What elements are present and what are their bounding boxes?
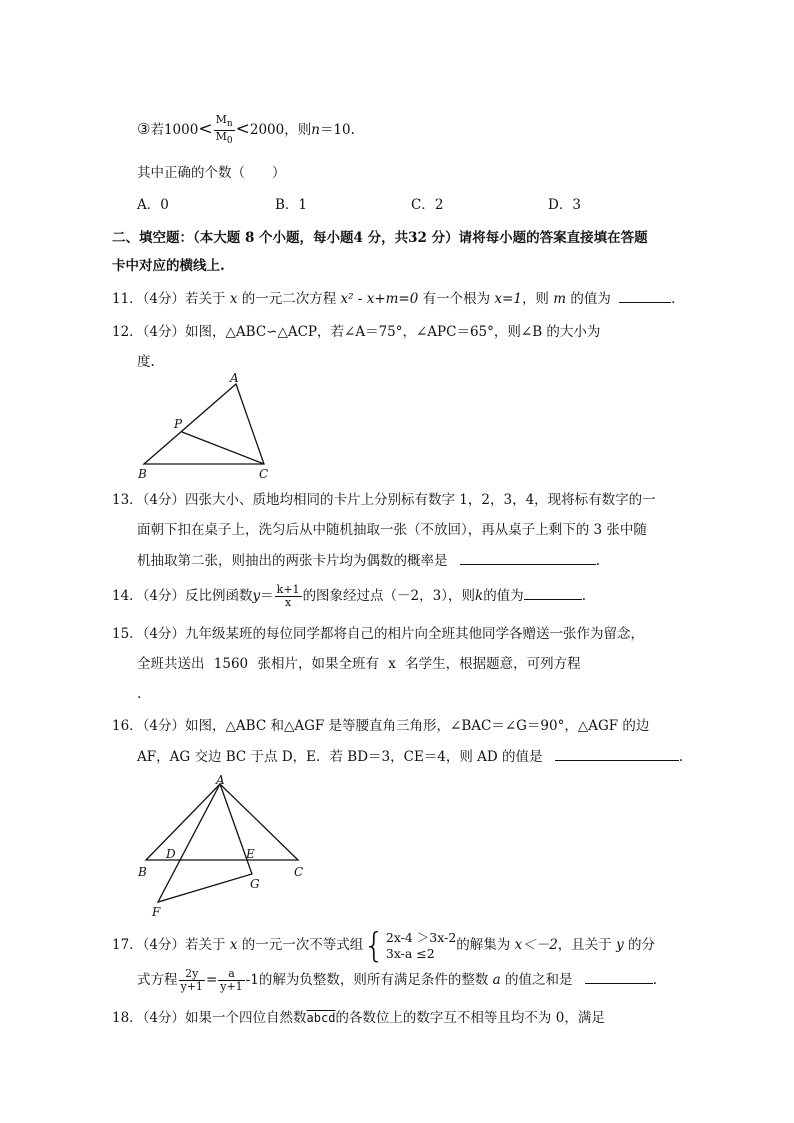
text: 机抽取第二张，则抽出的两张卡片均为偶数的概率是: [137, 553, 448, 569]
q16-triangle-figure: [132, 774, 312, 920]
label-b: B: [138, 467, 147, 481]
answer-blank[interactable]: [460, 550, 596, 565]
ratio-fraction: [214, 114, 235, 147]
text: 的值之和是: [500, 972, 573, 988]
text: ，且关于: [557, 937, 617, 953]
label-e: E: [246, 847, 255, 861]
q13-line-3: [137, 550, 600, 571]
q18-line-1: [112, 1008, 605, 1028]
q15-line-3: .: [137, 686, 142, 702]
equals-sign: =: [205, 972, 218, 988]
text: ＝: [260, 588, 274, 604]
upper-bound: 2000: [249, 122, 285, 139]
text: .: [678, 749, 684, 765]
variable-y: y: [616, 937, 624, 953]
q12-triangle-figure: [130, 372, 280, 484]
fraction-1: [179, 968, 205, 993]
answer-blank[interactable]: [585, 969, 653, 984]
root: x=1: [494, 291, 522, 307]
variable-m: m: [553, 291, 567, 307]
text: 11．（4分）若关于: [112, 291, 230, 307]
q16-line-2: [137, 746, 683, 767]
q13-line-2: 面朝下扣在桌子上，洗匀后从中随机抽取一张（不放回），再从桌子上剩下的 3 张中随: [137, 522, 647, 538]
q10-statement-3: [137, 114, 355, 147]
q10-option-c: C．2: [411, 197, 444, 213]
label-b: B: [138, 865, 147, 879]
q10-option-d: D．3: [548, 197, 581, 213]
label-g: G: [250, 877, 260, 891]
q10-option-b: B．1: [275, 197, 308, 213]
text: ，则: [284, 122, 312, 139]
text: -1: [245, 972, 259, 988]
text: 14．（4分）反比例函数: [112, 588, 253, 604]
text: .: [652, 972, 658, 988]
function-fraction: [275, 584, 302, 609]
text: AF，AG 交边 BC 于点 D，E．若 BD＝3，CE＝4，则 AD 的值是: [137, 749, 543, 765]
label-d: D: [166, 847, 176, 861]
label-f: F: [152, 905, 161, 919]
text: 的图象经过点（－2，3），则: [302, 588, 475, 604]
subscript: 0: [226, 136, 233, 147]
inequality-1: 2x-4 ＞3x-2: [385, 929, 457, 945]
triangle-abc: [144, 384, 264, 464]
four-digit-number: abcd: [306, 1011, 336, 1025]
left-brace: {: [363, 925, 385, 966]
text: 若: [150, 122, 164, 139]
circled-number: ③: [137, 120, 151, 139]
variable-x: x: [229, 291, 238, 307]
q10-option-a: A．0: [137, 197, 169, 213]
less-than-sign: <: [198, 119, 213, 140]
q17-line-2: [137, 966, 657, 994]
fraction-denominator: y+1: [180, 980, 203, 993]
variable-a: a: [492, 972, 501, 988]
text: 的各数位上的数字互不相等且均不为 0，满足: [335, 1010, 605, 1026]
q15-line-2: 全班共送出 1560 张相片，如果全班有 x 名学生，根据题意，可列方程: [137, 656, 581, 672]
fraction-denominator: y+1: [220, 980, 243, 993]
label-a: A: [230, 372, 239, 385]
text: 有一个根为: [418, 291, 495, 307]
variable-k: k: [475, 588, 484, 604]
q17-line-1: [112, 925, 656, 966]
text: .: [671, 291, 676, 307]
label-a: A: [216, 774, 225, 787]
q12-line-1: 12．（4分）如图，△ABC∽△ACP，若∠A＝75°，∠APC＝65°，则∠B 的大小为: [112, 324, 601, 340]
label-p: P: [174, 417, 183, 431]
text: 18．（4分）如果一个四位自然数: [112, 1010, 307, 1026]
inequality-2: 3x-a ≤2: [385, 945, 435, 961]
segment-pc: [182, 432, 264, 464]
section-2-heading-cont: 卡中对应的横线上.: [112, 258, 225, 274]
text: 的分: [623, 937, 656, 953]
fraction-denominator: M: [215, 130, 227, 144]
q11: [112, 288, 675, 309]
equation: x² - x+m=0: [340, 291, 419, 307]
label-c: C: [294, 865, 304, 879]
text: .: [595, 553, 601, 569]
fraction-numerator: 2y: [179, 968, 205, 981]
q16-line-1: 16．（4分）如图，△ABC 和△AGF 是等腰直角三角形，∠BAC＝∠G＝90°，△AGF 的边: [112, 718, 650, 734]
solution-set: x＜－2: [514, 937, 558, 953]
text: 17．（4分）若关于: [112, 937, 230, 953]
q10-question: 其中正确的个数（ ）: [137, 165, 286, 181]
q15-line-1: 15．（4分）九年级某班的每位同学都将自己的相片向全班其他同学各赠送一张作为留念，: [112, 626, 645, 642]
inequality-system: [386, 930, 456, 962]
variable-n: n: [311, 122, 320, 139]
text: ，则: [521, 291, 554, 307]
section-2-heading: 二、填空题：（本大题 8 个小题，每小题4 分，共32 分）请将每小题的答案直接填在答题: [112, 230, 648, 246]
answer-blank[interactable]: [555, 746, 679, 761]
text: 式方程: [137, 972, 178, 988]
label-c: C: [259, 467, 269, 481]
lower-bound: 1000: [163, 122, 199, 139]
fraction-numerator: M: [215, 113, 227, 126]
text: 的解集为: [456, 937, 515, 953]
fraction-2: [218, 968, 244, 993]
variable-y: y: [252, 588, 261, 604]
fraction-numerator: a: [218, 968, 244, 981]
text: 的一元一次不等式组: [237, 937, 364, 953]
fraction-numerator: k+1: [276, 583, 300, 596]
q14: [112, 584, 586, 609]
q13-line-1: 13．（4分）四张大小、质地均相同的卡片上分别标有数字 1，2，3，4，现将标有数字的一: [112, 492, 656, 508]
fraction-denominator: x: [285, 596, 292, 609]
text: 的值为: [483, 588, 524, 604]
variable-x: x: [229, 937, 238, 953]
text: 的解为负整数，则所有满足条件的整数: [258, 972, 493, 988]
subscript: n: [226, 119, 233, 130]
text: 的一元二次方程: [237, 291, 341, 307]
answer-blank[interactable]: [619, 288, 671, 303]
text: ＝10.: [319, 122, 355, 139]
text: 的值为: [566, 291, 611, 307]
less-than-sign: <: [235, 119, 250, 140]
answer-blank[interactable]: [524, 585, 582, 600]
q12-line-2: 度.: [137, 354, 155, 370]
text: .: [581, 588, 586, 604]
